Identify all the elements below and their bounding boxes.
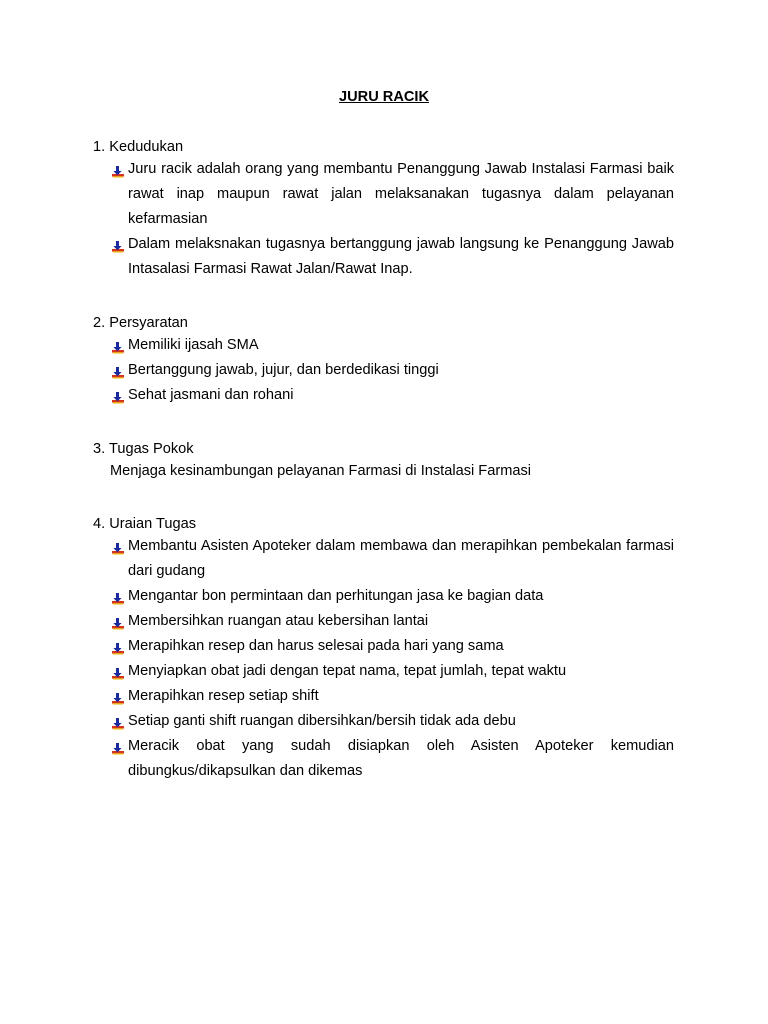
list-item bbox=[93, 584, 674, 609]
list-item bbox=[93, 634, 674, 659]
list-item-text: Membantu Asisten Apoteker dalam membawa dan merapihkan pembekalan farmasi dari gudang bbox=[128, 538, 674, 579]
down-arrow-bullet-icon bbox=[112, 614, 124, 626]
list-item-text: Dalam melaksnakan tugasnya bertanggung jawab langsung ke Penanggung Jawab Intasalasi Farmasi Rawat Jalan/Rawat Inap. bbox=[128, 236, 674, 277]
down-arrow-bullet-icon bbox=[112, 162, 124, 174]
down-arrow-bullet-icon bbox=[112, 237, 124, 249]
bullet-list bbox=[93, 333, 693, 408]
section-heading: 4. Uraian Tugas bbox=[93, 516, 197, 532]
section-persyaratan bbox=[93, 314, 693, 408]
list-item-text: Meracik obat yang sudah disiapkan oleh Asisten Apoteker kemudian dibungkus/dikapsulkan dan dikemas bbox=[128, 738, 674, 779]
list-item bbox=[93, 684, 674, 709]
list-item-text: Mengantar bon permintaan dan perhitungan jasa ke bagian data bbox=[128, 588, 544, 604]
section-heading: 2. Persyaratan bbox=[93, 315, 188, 331]
down-arrow-bullet-icon bbox=[112, 714, 124, 726]
down-arrow-bullet-icon bbox=[112, 388, 124, 400]
section-heading: 1. Kedudukan bbox=[93, 139, 184, 155]
section-tugas-pokok bbox=[93, 440, 693, 484]
list-item-text: Memiliki ijasah SMA bbox=[128, 337, 259, 353]
list-item bbox=[93, 157, 674, 232]
list-item-text: Setiap ganti shift ruangan dibersihkan/bersih tidak ada debu bbox=[128, 713, 516, 729]
section-uraian-tugas bbox=[93, 515, 693, 784]
list-item bbox=[93, 358, 674, 383]
down-arrow-bullet-icon bbox=[112, 639, 124, 651]
list-item-text: Merapihkan resep dan harus selesai pada hari yang sama bbox=[128, 638, 504, 654]
list-item bbox=[93, 609, 674, 634]
list-item-text: Merapihkan resep setiap shift bbox=[128, 688, 319, 704]
list-item-text: Bertanggung jawab, jujur, dan berdedikasi tinggi bbox=[128, 362, 439, 378]
down-arrow-bullet-icon bbox=[112, 539, 124, 551]
down-arrow-bullet-icon bbox=[112, 689, 124, 701]
section-text: Menjaga kesinambungan pelayanan Farmasi di Instalasi Farmasi bbox=[110, 463, 532, 479]
down-arrow-bullet-icon bbox=[112, 338, 124, 350]
section-heading: 3. Tugas Pokok bbox=[93, 441, 194, 457]
list-item bbox=[93, 709, 674, 734]
down-arrow-bullet-icon bbox=[112, 363, 124, 375]
list-item bbox=[93, 534, 674, 584]
list-item bbox=[93, 232, 674, 282]
down-arrow-bullet-icon bbox=[112, 739, 124, 751]
bullet-list bbox=[93, 157, 693, 282]
list-item-text: Juru racik adalah orang yang membantu Penanggung Jawab Instalasi Farmasi baik rawat inap maupun rawat jalan melaksanakan tugasnya dalam pelayanan kefarmasian bbox=[128, 161, 674, 227]
list-item-text: Membersihkan ruangan atau kebersihan lantai bbox=[128, 613, 429, 629]
section-kedudukan bbox=[93, 138, 693, 282]
down-arrow-bullet-icon bbox=[112, 589, 124, 601]
list-item bbox=[93, 659, 674, 684]
list-item-text: Menyiapkan obat jadi dengan tepat nama, tepat jumlah, tepat waktu bbox=[128, 663, 567, 679]
bullet-list bbox=[93, 534, 693, 784]
list-item bbox=[93, 383, 674, 408]
list-item bbox=[93, 734, 674, 784]
list-item-text: Sehat jasmani dan rohani bbox=[128, 387, 294, 403]
list-item bbox=[93, 333, 674, 358]
down-arrow-bullet-icon bbox=[112, 664, 124, 676]
document-title: JURU RACIK bbox=[339, 89, 429, 105]
